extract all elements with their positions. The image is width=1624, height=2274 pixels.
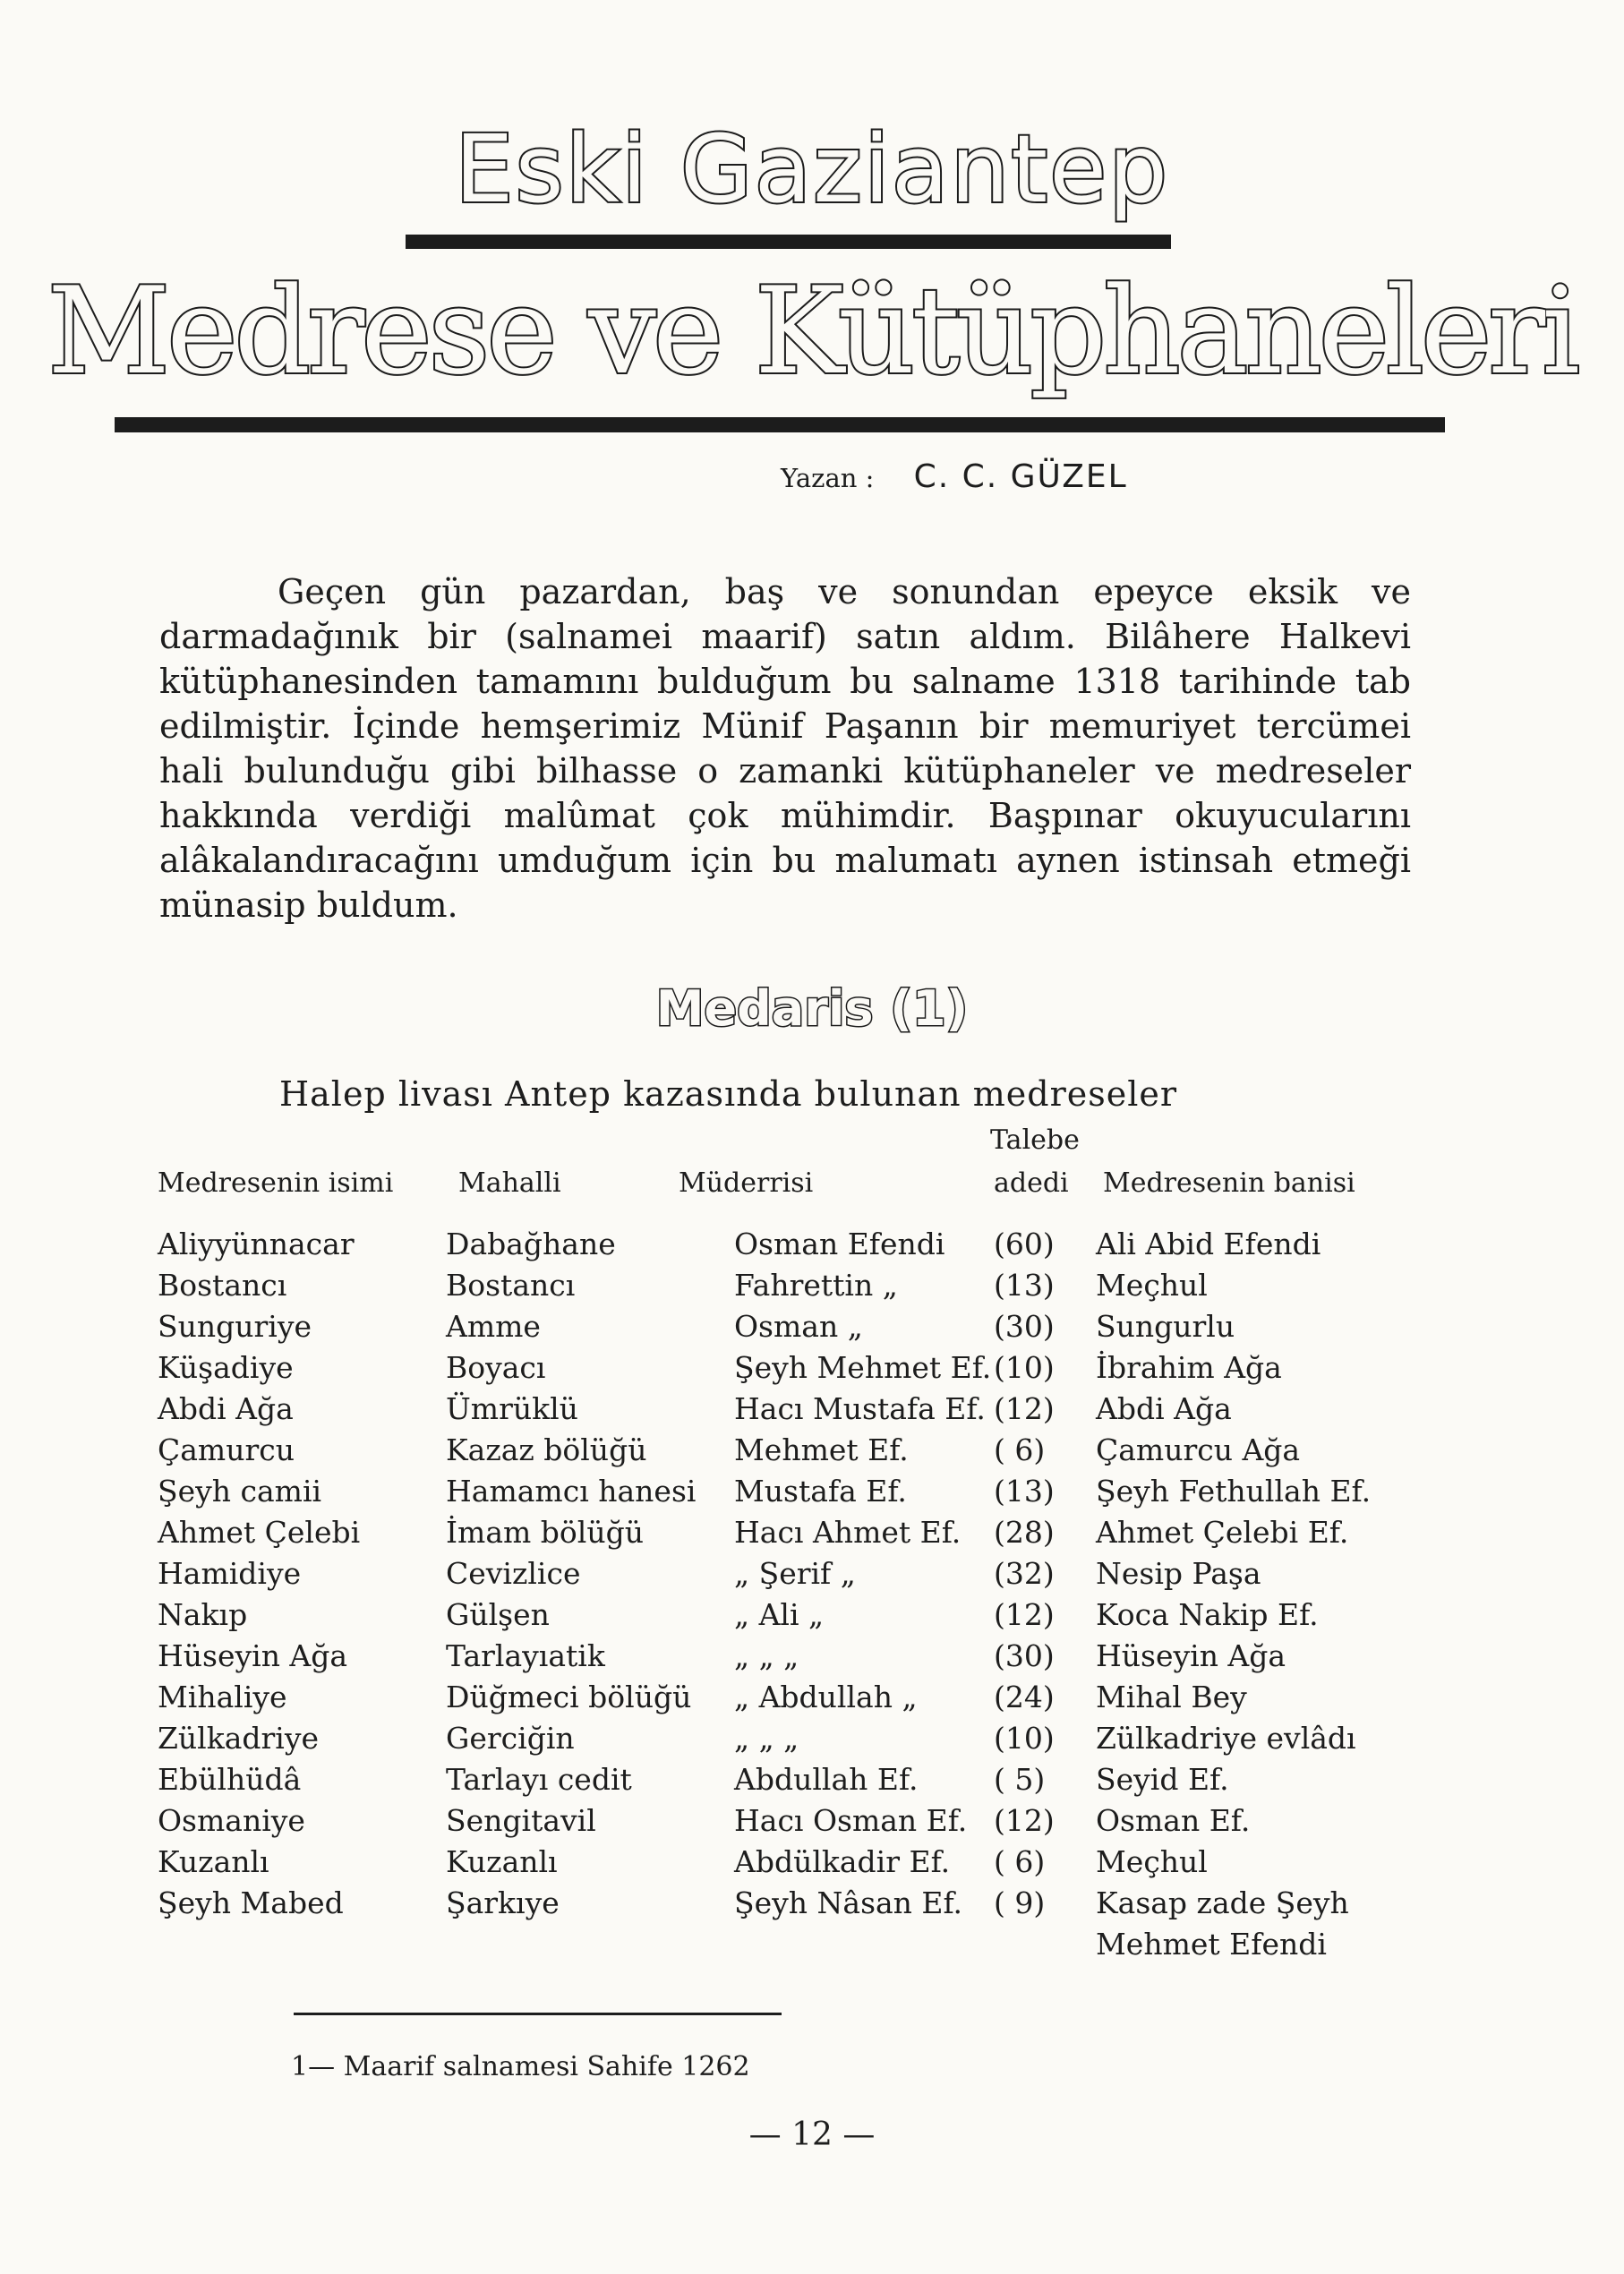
byline-label: Yazan : bbox=[781, 463, 875, 493]
cell-bani: Meçhul bbox=[1096, 1268, 1208, 1303]
cell-talebe: (10) bbox=[994, 1350, 1055, 1385]
cell-mahalle: Boyacı bbox=[446, 1350, 546, 1385]
table-row-continuation bbox=[0, 1927, 1624, 1968]
header-mahalle: Mahalli bbox=[458, 1167, 561, 1199]
cell-name: Hüseyin Ağa bbox=[158, 1638, 348, 1673]
cell-bani: Mihal Bey bbox=[1096, 1680, 1247, 1714]
table-row bbox=[0, 1721, 1624, 1762]
cell-talebe: (12) bbox=[994, 1597, 1055, 1632]
cell-muderris: Hacı Ahmet Ef. bbox=[734, 1515, 962, 1550]
title-main: Medrese ve Kütüphaneleri bbox=[47, 261, 1577, 401]
cell-mahalle: Cevizlice bbox=[446, 1556, 581, 1591]
table-row bbox=[0, 1597, 1624, 1638]
cell-bani: Osman Ef. bbox=[1096, 1803, 1251, 1838]
title-rule-top bbox=[406, 235, 1171, 249]
cell-bani: Şeyh Fethullah Ef. bbox=[1096, 1474, 1372, 1509]
cell-muderris: „ Ali „ bbox=[734, 1597, 825, 1632]
cell-mahalle: Hamamcı hanesi bbox=[446, 1474, 697, 1509]
cell-bani: Çamurcu Ağa bbox=[1096, 1432, 1301, 1467]
cell-muderris: „ Şerif „ bbox=[734, 1556, 856, 1591]
cell-name: Abdi Ağa bbox=[158, 1391, 294, 1426]
header-talebe-top: Talebe bbox=[990, 1124, 1080, 1156]
cell-mahalle: Tarlayı cedit bbox=[446, 1762, 632, 1797]
cell-talebe: (13) bbox=[994, 1474, 1055, 1509]
header-muderris: Müderrisi bbox=[679, 1167, 814, 1199]
cell-bani: Ali Abid Efendi bbox=[1096, 1227, 1321, 1261]
cell-talebe: (32) bbox=[994, 1556, 1055, 1591]
cell-talebe: ( 5) bbox=[994, 1762, 1046, 1797]
table-row bbox=[0, 1391, 1624, 1432]
cell-bani: Koca Nakip Ef. bbox=[1096, 1597, 1319, 1632]
cell-mahalle: Şarkıye bbox=[446, 1885, 560, 1920]
cell-name: Aliyyünnacar bbox=[158, 1227, 355, 1261]
cell-talebe: (12) bbox=[994, 1391, 1055, 1426]
table-row bbox=[0, 1680, 1624, 1721]
table-row bbox=[0, 1803, 1624, 1844]
cell-muderris: Mehmet Ef. bbox=[734, 1432, 909, 1467]
cell-name: Kuzanlı bbox=[158, 1844, 269, 1879]
cell-talebe: (30) bbox=[994, 1638, 1055, 1673]
cell-name: Sunguriye bbox=[158, 1309, 312, 1344]
cell-muderris: Osman „ bbox=[734, 1309, 863, 1344]
cell-mahalle: Gülşen bbox=[446, 1597, 550, 1632]
table-row bbox=[0, 1227, 1624, 1268]
page-number: — 12 — bbox=[748, 2116, 876, 2153]
cell-bani: Hüseyin Ağa bbox=[1096, 1638, 1286, 1673]
cell-talebe: (13) bbox=[994, 1268, 1055, 1303]
cell-mahalle: Bostancı bbox=[446, 1268, 576, 1303]
cell-talebe: (12) bbox=[994, 1803, 1055, 1838]
cell-bani: Ahmet Çelebi Ef. bbox=[1096, 1515, 1349, 1550]
cell-bani: İbrahim Ağa bbox=[1096, 1350, 1282, 1385]
cell-bani: Nesip Paşa bbox=[1096, 1556, 1261, 1591]
cell-muderris: Şeyh Mehmet Ef. bbox=[734, 1350, 992, 1385]
cell-talebe: ( 6) bbox=[994, 1844, 1046, 1879]
footnote: 1— Maarif salnamesi Sahife 1262 bbox=[291, 2051, 750, 2082]
cell-name: Çamurcu bbox=[158, 1432, 295, 1467]
cell-talebe: (24) bbox=[994, 1680, 1055, 1714]
cell-muderris: Fahrettin „ bbox=[734, 1268, 898, 1303]
cell-bani: Zülkadriye evlâdı bbox=[1096, 1721, 1356, 1756]
cell-mahalle: Kuzanlı bbox=[446, 1844, 558, 1879]
cell-muderris: „ „ „ bbox=[734, 1638, 799, 1673]
table-row bbox=[0, 1268, 1624, 1309]
table-subheading: Halep livası Antep kazasında bulunan medreseler bbox=[279, 1074, 1178, 1114]
cell-talebe: ( 9) bbox=[994, 1885, 1046, 1920]
header-bani: Medresenin banisi bbox=[1103, 1167, 1355, 1199]
cell-muderris: Hacı Osman Ef. bbox=[734, 1803, 968, 1838]
cell-bani: Sungurlu bbox=[1096, 1309, 1235, 1344]
table-row bbox=[0, 1474, 1624, 1515]
cell-name: Şeyh camii bbox=[158, 1474, 322, 1509]
header-name: Medresenin isimi bbox=[158, 1167, 394, 1199]
cell-name: Ahmet Çelebi bbox=[158, 1515, 361, 1550]
cell-mahalle: Ümrüklü bbox=[446, 1391, 578, 1426]
title-rule-bottom bbox=[115, 417, 1445, 432]
title-top: Eski Gaziantep bbox=[454, 115, 1170, 224]
cell-talebe: (28) bbox=[994, 1515, 1055, 1550]
cell-mahalle: Dabağhane bbox=[446, 1227, 616, 1261]
cell-talebe: (30) bbox=[994, 1309, 1055, 1344]
cell-mahalle: Amme bbox=[446, 1309, 541, 1344]
table-row bbox=[0, 1885, 1624, 1927]
cell-bani: Abdi Ağa bbox=[1096, 1391, 1232, 1426]
cell-muderris: Hacı Mustafa Ef. bbox=[734, 1391, 986, 1426]
table-row bbox=[0, 1515, 1624, 1556]
cell-name: Ebülhüdâ bbox=[158, 1762, 302, 1797]
cell-name: Hamidiye bbox=[158, 1556, 302, 1591]
cell-muderris: Abdülkadir Ef. bbox=[734, 1844, 951, 1879]
cell-name: Bostancı bbox=[158, 1268, 287, 1303]
cell-mahalle: Sengitavil bbox=[446, 1803, 596, 1838]
table-row bbox=[0, 1309, 1624, 1350]
cell-bani-continuation: Mehmet Efendi bbox=[1096, 1927, 1327, 1962]
cell-mahalle: Düğmeci bölüğü bbox=[446, 1680, 692, 1714]
cell-name: Küşadiye bbox=[158, 1350, 294, 1385]
cell-muderris: „ Abdullah „ bbox=[734, 1680, 918, 1714]
byline-author: C. C. GÜZEL bbox=[913, 458, 1128, 495]
cell-talebe: (10) bbox=[994, 1721, 1055, 1756]
table-row bbox=[0, 1556, 1624, 1597]
footnote-rule bbox=[294, 2013, 782, 2015]
cell-mahalle: İmam bölüğü bbox=[446, 1515, 644, 1550]
cell-talebe: (60) bbox=[994, 1227, 1055, 1261]
header-talebe-bottom: adedi bbox=[994, 1167, 1069, 1199]
cell-mahalle: Gerciğin bbox=[446, 1721, 575, 1756]
section-title: Medaris (1) bbox=[655, 980, 969, 1037]
cell-talebe: ( 6) bbox=[994, 1432, 1046, 1467]
table-row bbox=[0, 1844, 1624, 1885]
table-row bbox=[0, 1762, 1624, 1803]
table-row bbox=[0, 1432, 1624, 1474]
cell-muderris: Osman Efendi bbox=[734, 1227, 945, 1261]
cell-name: Nakıp bbox=[158, 1597, 248, 1632]
cell-bani: Seyid Ef. bbox=[1096, 1762, 1229, 1797]
cell-name: Mihaliye bbox=[158, 1680, 287, 1714]
cell-bani: Meçhul bbox=[1096, 1844, 1208, 1879]
byline bbox=[781, 458, 1128, 495]
cell-name: Şeyh Mabed bbox=[158, 1885, 344, 1920]
cell-muderris: Abdullah Ef. bbox=[734, 1762, 919, 1797]
intro-paragraph: Geçen gün pazardan, baş ve sonundan epeyce eksik ve darmadağınık bir (salnamei maarif) satın aldım. Bilâhere Halkevi kütüphanesinden tamamını bulduğum bu salname 1318 tarihinde tab edilmiştir. İçinde hemşerimiz Münif Paşanın bir memuriyet tercümei hali bulunduğu gibi bilhasse o zamanki kütüphaneler ve medreseler hakkında verdiği malûmat çok mühimdir. Başpınar okuyucularını alâkalandıracağını umduğum için bu malumatı aynen istinsah etmeği münasip buldum. bbox=[159, 572, 1411, 925]
cell-bani: Kasap zade Şeyh bbox=[1096, 1885, 1349, 1920]
cell-name: Osmaniye bbox=[158, 1803, 305, 1838]
cell-muderris: Şeyh Nâsan Ef. bbox=[734, 1885, 963, 1920]
cell-mahalle: Kazaz bölüğü bbox=[446, 1432, 647, 1467]
cell-muderris: „ „ „ bbox=[734, 1721, 799, 1756]
table-row bbox=[0, 1638, 1624, 1680]
table-row bbox=[0, 1350, 1624, 1391]
cell-name: Zülkadriye bbox=[158, 1721, 320, 1756]
cell-muderris: Mustafa Ef. bbox=[734, 1474, 907, 1509]
cell-mahalle: Tarlayıatik bbox=[446, 1638, 605, 1673]
